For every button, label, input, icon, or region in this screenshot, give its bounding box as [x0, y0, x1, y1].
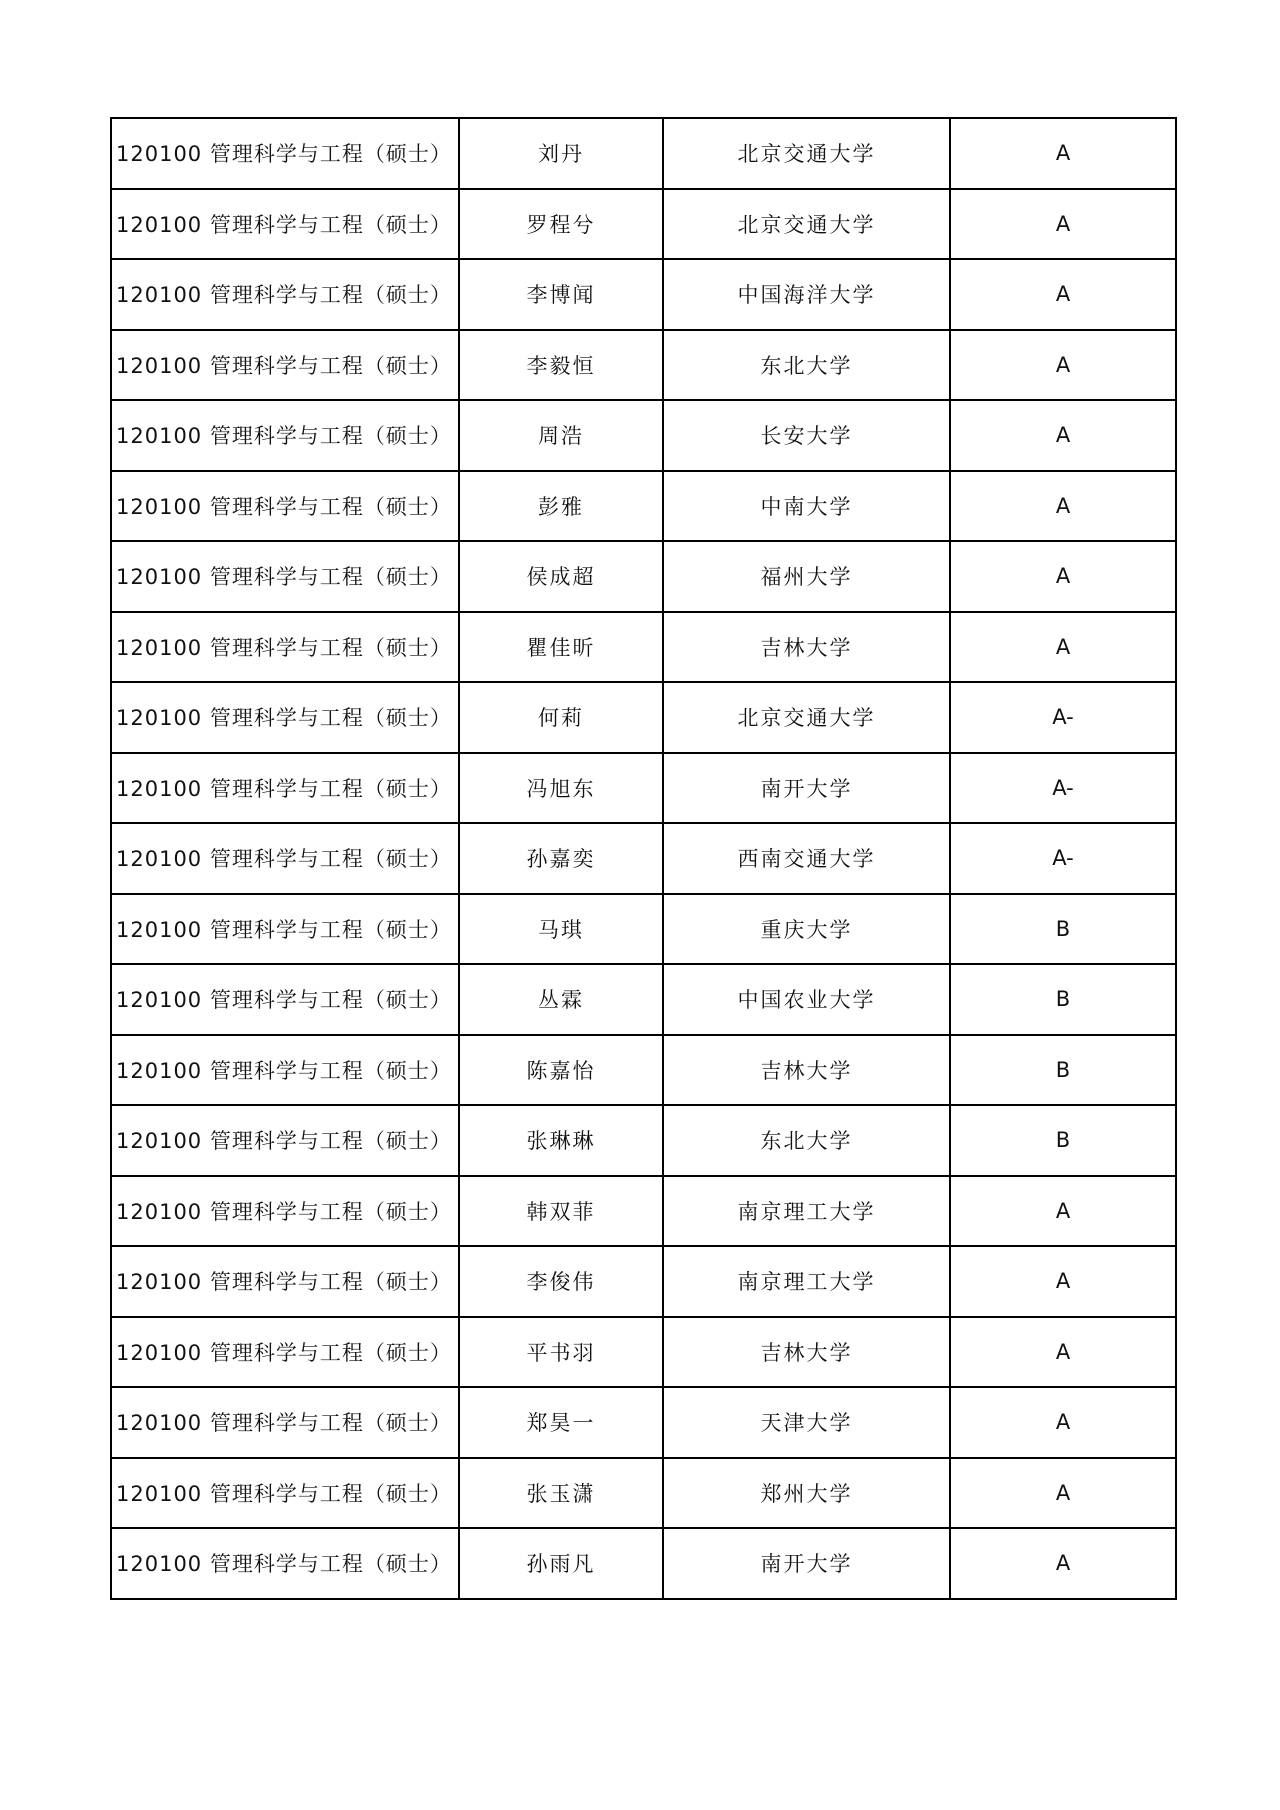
- university-cell: 吉林大学: [663, 1035, 950, 1106]
- university-cell: 福州大学: [663, 541, 950, 612]
- grade-cell: A: [950, 1246, 1176, 1317]
- major-cell: 120100 管理科学与工程（硕士）: [111, 682, 459, 753]
- grade-cell: A: [950, 1317, 1176, 1388]
- table-row: [111, 1317, 1176, 1388]
- student-name-cell: 周浩: [459, 400, 663, 471]
- university-cell: 北京交通大学: [663, 682, 950, 753]
- student-name-cell: 张琳琳: [459, 1105, 663, 1176]
- university-cell: 南开大学: [663, 1528, 950, 1599]
- university-cell: 吉林大学: [663, 612, 950, 683]
- major-cell: 120100 管理科学与工程（硕士）: [111, 1528, 459, 1599]
- grade-cell: B: [950, 1035, 1176, 1106]
- table-row: [111, 118, 1176, 189]
- university-cell: 吉林大学: [663, 1317, 950, 1388]
- student-name-cell: 马琪: [459, 894, 663, 965]
- student-name-cell: 何莉: [459, 682, 663, 753]
- student-name-cell: 韩双菲: [459, 1176, 663, 1247]
- major-cell: 120100 管理科学与工程（硕士）: [111, 1458, 459, 1529]
- major-cell: 120100 管理科学与工程（硕士）: [111, 330, 459, 401]
- major-cell: 120100 管理科学与工程（硕士）: [111, 612, 459, 683]
- student-name-cell: 陈嘉怡: [459, 1035, 663, 1106]
- grade-cell: A: [950, 330, 1176, 401]
- grade-cell: B: [950, 1105, 1176, 1176]
- university-cell: 中国农业大学: [663, 964, 950, 1035]
- grade-cell: B: [950, 894, 1176, 965]
- major-cell: 120100 管理科学与工程（硕士）: [111, 541, 459, 612]
- major-cell: 120100 管理科学与工程（硕士）: [111, 118, 459, 189]
- major-cell: 120100 管理科学与工程（硕士）: [111, 1176, 459, 1247]
- university-cell: 中南大学: [663, 471, 950, 542]
- student-name-cell: 彭雅: [459, 471, 663, 542]
- major-cell: 120100 管理科学与工程（硕士）: [111, 1246, 459, 1317]
- table-row: [111, 330, 1176, 401]
- table-row: [111, 1246, 1176, 1317]
- major-cell: 120100 管理科学与工程（硕士）: [111, 1105, 459, 1176]
- table-row: [111, 612, 1176, 683]
- grade-cell: A-: [950, 823, 1176, 894]
- table-row: [111, 964, 1176, 1035]
- university-cell: 北京交通大学: [663, 118, 950, 189]
- grade-cell: A-: [950, 682, 1176, 753]
- major-cell: 120100 管理科学与工程（硕士）: [111, 753, 459, 824]
- admission-table: [110, 117, 1177, 1600]
- major-cell: 120100 管理科学与工程（硕士）: [111, 1035, 459, 1106]
- major-cell: 120100 管理科学与工程（硕士）: [111, 1317, 459, 1388]
- table-row: [111, 682, 1176, 753]
- grade-cell: A-: [950, 753, 1176, 824]
- student-name-cell: 刘丹: [459, 118, 663, 189]
- student-name-cell: 侯成超: [459, 541, 663, 612]
- university-cell: 中国海洋大学: [663, 259, 950, 330]
- table-row: [111, 541, 1176, 612]
- student-name-cell: 罗程兮: [459, 189, 663, 260]
- student-name-cell: 平书羽: [459, 1317, 663, 1388]
- university-cell: 长安大学: [663, 400, 950, 471]
- table-body: [111, 118, 1176, 1599]
- major-cell: 120100 管理科学与工程（硕士）: [111, 259, 459, 330]
- grade-cell: A: [950, 541, 1176, 612]
- student-name-cell: 李毅恒: [459, 330, 663, 401]
- major-cell: 120100 管理科学与工程（硕士）: [111, 894, 459, 965]
- grade-cell: A: [950, 1528, 1176, 1599]
- university-cell: 天津大学: [663, 1387, 950, 1458]
- student-name-cell: 郑昊一: [459, 1387, 663, 1458]
- table-row: [111, 471, 1176, 542]
- table-row: [111, 1176, 1176, 1247]
- grade-cell: A: [950, 189, 1176, 260]
- table-row: [111, 1387, 1176, 1458]
- table-row: [111, 1528, 1176, 1599]
- university-cell: 南开大学: [663, 753, 950, 824]
- table-row: [111, 1458, 1176, 1529]
- university-cell: 重庆大学: [663, 894, 950, 965]
- student-name-cell: 孙雨凡: [459, 1528, 663, 1599]
- university-cell: 郑州大学: [663, 1458, 950, 1529]
- student-name-cell: 张玉潇: [459, 1458, 663, 1529]
- grade-cell: A: [950, 471, 1176, 542]
- grade-cell: A: [950, 1176, 1176, 1247]
- student-name-cell: 瞿佳昕: [459, 612, 663, 683]
- student-name-cell: 李俊伟: [459, 1246, 663, 1317]
- table-row: [111, 894, 1176, 965]
- grade-cell: A: [950, 400, 1176, 471]
- university-cell: 东北大学: [663, 1105, 950, 1176]
- university-cell: 南京理工大学: [663, 1176, 950, 1247]
- major-cell: 120100 管理科学与工程（硕士）: [111, 189, 459, 260]
- university-cell: 北京交通大学: [663, 189, 950, 260]
- student-name-cell: 冯旭东: [459, 753, 663, 824]
- university-cell: 西南交通大学: [663, 823, 950, 894]
- table-row: [111, 259, 1176, 330]
- grade-cell: B: [950, 964, 1176, 1035]
- grade-cell: A: [950, 1458, 1176, 1529]
- table-row: [111, 400, 1176, 471]
- student-name-cell: 李博闻: [459, 259, 663, 330]
- major-cell: 120100 管理科学与工程（硕士）: [111, 964, 459, 1035]
- table-row: [111, 823, 1176, 894]
- grade-cell: A: [950, 612, 1176, 683]
- major-cell: 120100 管理科学与工程（硕士）: [111, 400, 459, 471]
- table-row: [111, 1035, 1176, 1106]
- student-name-cell: 丛霖: [459, 964, 663, 1035]
- grade-cell: A: [950, 259, 1176, 330]
- student-name-cell: 孙嘉奕: [459, 823, 663, 894]
- major-cell: 120100 管理科学与工程（硕士）: [111, 1387, 459, 1458]
- university-cell: 南京理工大学: [663, 1246, 950, 1317]
- table-row: [111, 189, 1176, 260]
- grade-cell: A: [950, 1387, 1176, 1458]
- table-row: [111, 1105, 1176, 1176]
- table-row: [111, 753, 1176, 824]
- major-cell: 120100 管理科学与工程（硕士）: [111, 823, 459, 894]
- university-cell: 东北大学: [663, 330, 950, 401]
- major-cell: 120100 管理科学与工程（硕士）: [111, 471, 459, 542]
- grade-cell: A: [950, 118, 1176, 189]
